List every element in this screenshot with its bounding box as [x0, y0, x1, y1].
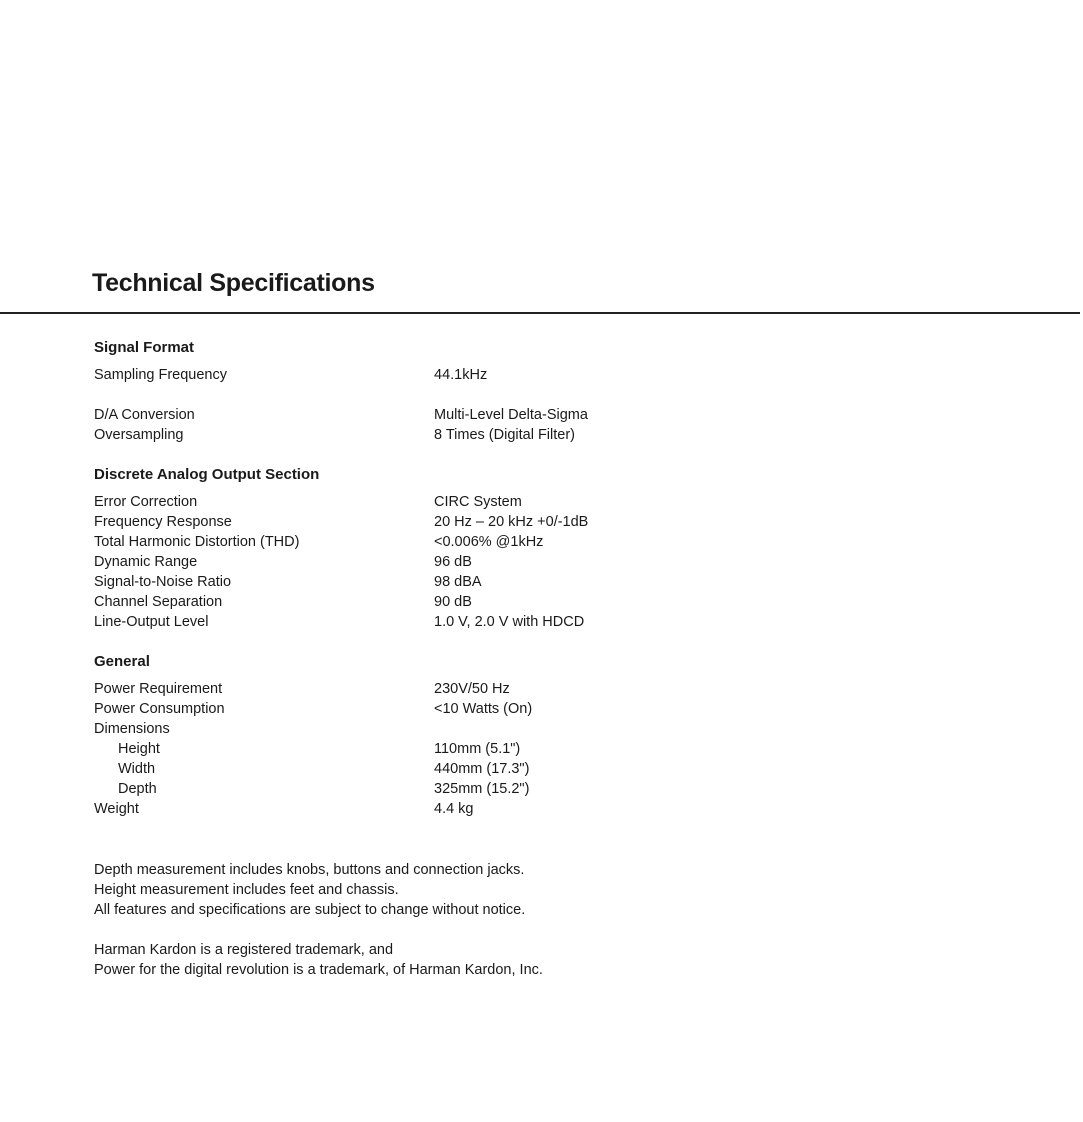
spec-value: 44.1kHz [434, 367, 488, 383]
spec-value: 110mm (5.1") [434, 741, 521, 757]
spec-row-depth [94, 779, 994, 799]
section-heading: General [94, 653, 150, 670]
spec-label: Line-Output Level [94, 614, 209, 630]
trademark-line: Power for the digital revolution is a trademark, of Harman Kardon, Inc. [94, 962, 543, 978]
notes-spacer [94, 920, 994, 940]
spec-value [434, 719, 994, 739]
spec-row-height [94, 739, 994, 759]
spec-label: Weight [94, 801, 139, 817]
section-general [94, 652, 994, 819]
spec-row-dynamic-range [94, 552, 994, 572]
spec-label: Power Consumption [94, 701, 225, 717]
spec-row-line-output-level [94, 612, 994, 632]
spec-value: 96 dB [434, 554, 472, 570]
note-line: Depth measurement includes knobs, buttons and connection jacks. [94, 862, 525, 878]
page-title: Technical Specifications [92, 269, 375, 297]
spec-row-power-consumption [94, 699, 994, 719]
spec-label: Error Correction [94, 494, 198, 510]
spec-value: 230V/50 Hz [434, 681, 510, 697]
spec-label: Height [118, 741, 160, 757]
spec-value: 325mm (15.2") [434, 781, 530, 797]
spec-label: Power Requirement [94, 681, 223, 697]
trademark-line: Harman Kardon is a registered trademark, and [94, 942, 394, 958]
spec-table [94, 338, 994, 839]
spec-label: D/A Conversion [94, 407, 195, 423]
spec-row-weight [94, 799, 994, 819]
spec-label: Signal-to-Noise Ratio [94, 574, 232, 590]
spec-label: Sampling Frequency [94, 367, 227, 383]
spec-row-width [94, 759, 994, 779]
spec-value: 90 dB [434, 594, 472, 610]
spec-value: 1.0 V, 2.0 V with HDCD [434, 614, 585, 630]
spec-label: Oversampling [94, 427, 184, 443]
spec-value: 8 Times (Digital Filter) [434, 427, 575, 443]
spec-label: Dimensions [94, 721, 170, 737]
spec-row-dimensions [94, 719, 994, 739]
spec-value: 98 dBA [434, 574, 482, 590]
spec-value: Multi-Level Delta-Sigma [434, 407, 588, 423]
note-line: Height measurement includes feet and chassis. [94, 882, 399, 898]
spec-row-thd [94, 532, 994, 552]
spec-row-da-conversion [94, 405, 994, 425]
spec-row-error-correction [94, 492, 994, 512]
spec-label: Frequency Response [94, 514, 232, 530]
spec-row-snr [94, 572, 994, 592]
section-heading: Signal Format [94, 339, 195, 356]
spec-value: 4.4 kg [434, 801, 474, 817]
spec-value: CIRC System [434, 494, 522, 510]
spec-label: Channel Separation [94, 594, 223, 610]
footnotes [94, 860, 994, 980]
spec-label: Dynamic Range [94, 554, 198, 570]
spec-row-frequency-response [94, 512, 994, 532]
title-divider [0, 312, 1080, 314]
note-line: All features and specifications are subject to change without notice. [94, 902, 526, 918]
spec-value: 20 Hz – 20 kHz +0/-1dB [434, 514, 589, 530]
section-heading: Discrete Analog Output Section [94, 466, 320, 483]
spec-value: <0.006% @1kHz [434, 534, 544, 550]
spec-row-oversampling [94, 425, 994, 445]
section-analog-output [94, 465, 994, 632]
section-signal-format [94, 338, 994, 445]
spec-label: Total Harmonic Distortion (THD) [94, 534, 300, 550]
spec-label: Depth [118, 781, 157, 797]
spec-label: Width [118, 761, 156, 777]
spec-row-sampling-frequency [94, 365, 994, 385]
spec-row-channel-separation [94, 592, 994, 612]
spec-row-power-requirement [94, 679, 994, 699]
spec-value: <10 Watts (On) [434, 701, 533, 717]
spec-value: 440mm (17.3") [434, 761, 530, 777]
